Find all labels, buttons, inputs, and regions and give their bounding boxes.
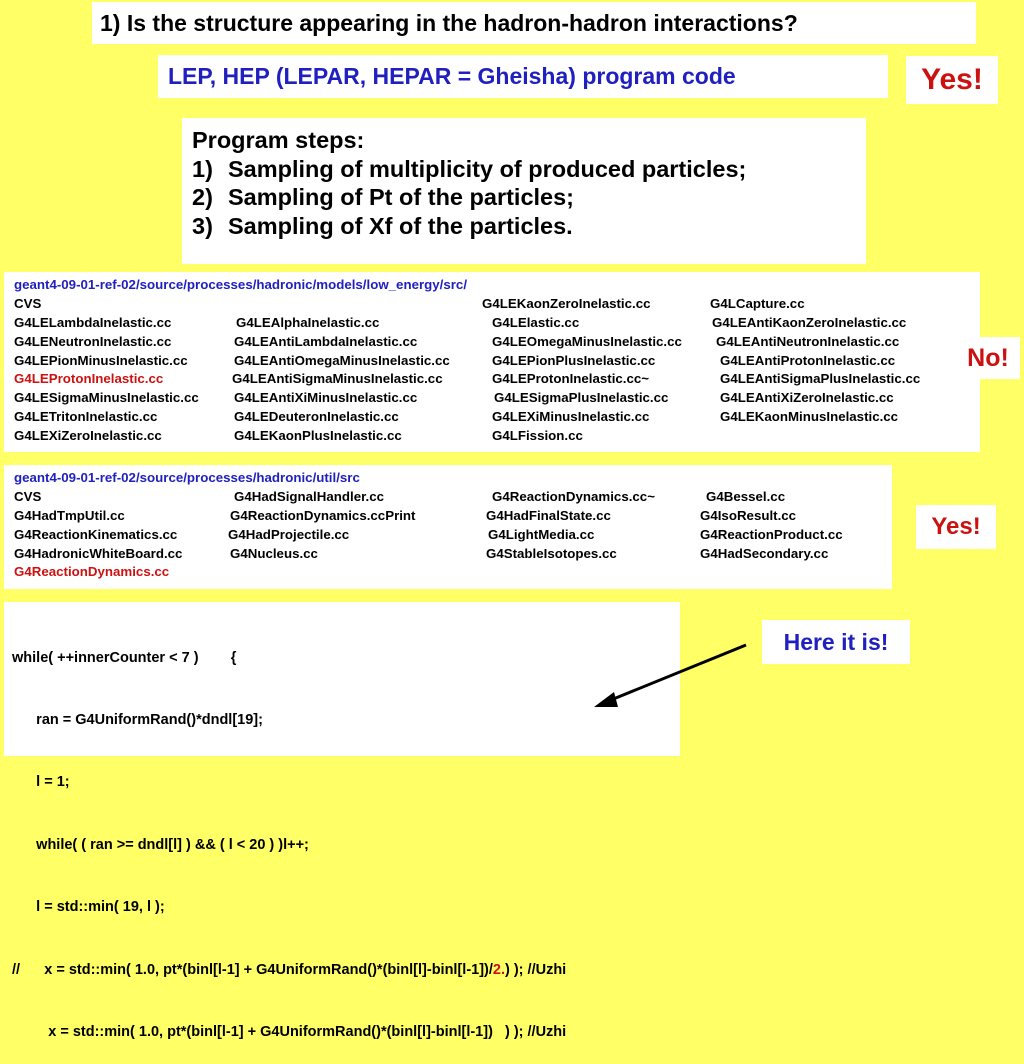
file-name: G4LEPionPlusInelastic.cc [492,352,656,368]
file-name: G4LEAntiOmegaMinusInelastic.cc [234,352,450,368]
file-name-highlighted: G4ReactionDynamics.cc [14,564,170,580]
file-name: G4HadFinalState.cc [486,507,611,523]
file-name: G4ReactionKinematics.cc [14,526,178,542]
code-line: while( ( ran >= dndl[l] ) && ( l < 20 ) )l++; [12,836,309,853]
util-path: geant4-09-01-ref-02/source/processes/hadronic/util/src [14,470,360,485]
file-name: G4StableIsotopes.cc [486,545,617,561]
step-text: Sampling of multiplicity of produced particles; [228,155,747,182]
file-name: G4HadSignalHandler.cc [234,488,385,504]
file-name: G4ReactionDynamics.ccPrint [230,507,416,523]
code-line: x = std::min( 1.0, pt*(binl[l-1] + G4UniformRand()*(binl[l]-binl[l-1]) ) ); //Uzhi [12,1023,567,1040]
code-line-commented [12,960,680,981]
file-name: G4LELambdaInelastic.cc [14,314,172,330]
slide-title: 1) Is the structure appearing in the hadron-hadron interactions? [92,2,976,44]
file-name: G4LEProtonInelastic.cc~ [492,371,650,387]
file-name: G4LENeutronInelastic.cc [14,333,172,349]
step-text: Sampling of Pt of the particles; [228,184,575,210]
file-name: G4LEAntiSigmaMinusInelastic.cc [232,371,443,387]
code-line: while( ++innerCounter < 7 ) { [12,649,237,666]
code-highlight: 2. [492,961,505,978]
file-name: G4ReactionProduct.cc [700,526,843,542]
file-name: G4LElastic.cc [492,314,580,330]
file-name: CVS [14,488,42,504]
program-steps-heading: Program steps: [192,127,365,153]
file-name: G4LEKaonZeroInelastic.cc [482,295,651,311]
file-name: G4LEPionMinusInelastic.cc [14,352,188,368]
file-name: G4LEKaonMinusInelastic.cc [720,409,899,425]
file-name: G4ReactionDynamics.cc~ [492,488,655,504]
step-number: 1) [192,155,213,182]
file-name: G4LEAntiNeutronInelastic.cc [716,333,900,349]
file-name: G4Nucleus.cc [230,545,318,561]
file-name: G4LEXiZeroInelastic.cc [14,428,162,444]
file-name: G4LESigmaPlusInelastic.cc [494,390,669,406]
code-line: ran = G4UniformRand()*dndl[19]; [12,711,263,728]
file-name: G4HadTmpUtil.cc [14,507,125,523]
code-text: // x = std::min( 1.0, pt*(binl[l-1] + G4UniformRand()*(binl[l]-binl[l-1])/ [12,961,493,978]
file-name: G4LEAntiXiZeroInelastic.cc [720,390,894,406]
file-name: G4LEXiMinusInelastic.cc [492,409,650,425]
file-name: G4LEAntiKaonZeroInelastic.cc [712,314,907,330]
file-name: G4LEAntiXiMinusInelastic.cc [234,390,418,406]
file-name: G4LFission.cc [492,428,583,444]
file-name: G4LEAntiLambdaInelastic.cc [234,333,418,349]
file-name: G4LEAntiProtonInelastic.cc [720,352,896,368]
answer-yes-util: Yes! [916,505,996,549]
file-name: G4LEAntiSigmaPlusInelastic.cc [720,371,921,387]
answer-yes-top: Yes! [906,56,998,104]
code-line: l = 1; [12,774,70,791]
here-it-is-callout: Here it is! [762,620,910,664]
file-name: G4HadronicWhiteBoard.cc [14,545,183,561]
file-name: G4LEAlphaInelastic.cc [236,314,380,330]
low-energy-path: geant4-09-01-ref-02/source/processes/hadronic/models/low_energy/src/ [14,277,468,292]
file-name: G4LEDeuteronInelastic.cc [234,409,399,425]
file-name: G4LEKaonPlusInelastic.cc [234,428,402,444]
file-name-highlighted: G4LEProtonInelastic.cc [14,371,164,387]
file-name: CVS [14,295,42,311]
program-code-label: LEP, HEP (LEPAR, HEPAR = Gheisha) program code [158,55,888,98]
code-line: l = std::min( 19, l ); [12,899,165,916]
file-name: G4LCapture.cc [710,295,805,311]
file-name: G4Bessel.cc [706,488,786,504]
answer-no: No! [956,337,1020,379]
file-name: G4IsoResult.cc [700,507,797,523]
file-name: G4LEOmegaMinusInelastic.cc [492,333,682,349]
step-number: 2) [192,184,213,210]
file-name: G4HadProjectile.cc [228,526,350,542]
file-name: G4LETritonInelastic.cc [14,409,158,425]
file-name: G4HadSecondary.cc [700,545,829,561]
code-text: ) ); //Uzhi [505,961,567,978]
step-text: Sampling of Xf of the particles. [228,212,573,239]
file-name: G4LightMedia.cc [488,526,595,542]
file-name: G4LESigmaMinusInelastic.cc [14,390,199,406]
step-number: 3) [192,212,213,239]
